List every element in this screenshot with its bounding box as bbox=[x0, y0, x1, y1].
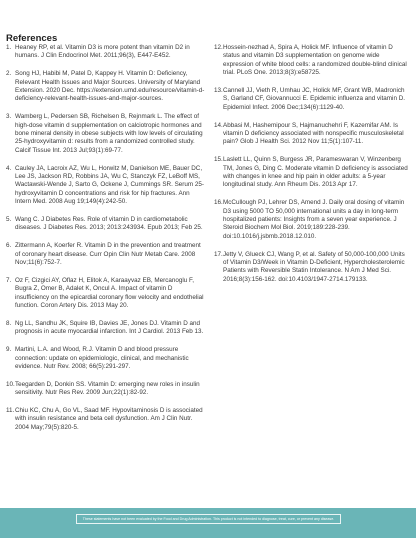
reference-number: 12. bbox=[214, 44, 223, 51]
footer-bar bbox=[0, 508, 416, 538]
reference-item bbox=[214, 251, 410, 285]
reference-number: 10. bbox=[6, 380, 15, 388]
reference-number: 5. bbox=[6, 216, 12, 224]
reference-text: Zittermann A, Koerfer R. Vitamin D in the prevention and treatment of coronary heart disease. Curr Opin Clin Nutr Metab Care. 2008 Nov;11(6):752-7. bbox=[15, 242, 201, 267]
reference-number: 15. bbox=[214, 156, 223, 164]
reference-number: 2. bbox=[6, 70, 12, 78]
reference-item bbox=[6, 44, 206, 61]
reference-number: 3. bbox=[6, 113, 12, 121]
reference-number: 4. bbox=[6, 164, 12, 172]
reference-item bbox=[6, 277, 206, 311]
reference-text: Chiu KC, Chu A, Go VL, Saad MF. Hypovitaminosis D is associated with insulin resistance and beta cell dysfunction. Am J Clin Nutr. 2004 May;79(5):820-5. bbox=[15, 406, 203, 431]
references-column-left bbox=[6, 44, 206, 442]
reference-text: Song HJ, Habibi M, Patel D, Kappey H. Vitamin D: Deficiency, Relevant Health Issues and Major Sources. University of Maryland Extension. 2020 Dec. https://extension.umd.edu/resource/vitamin-d-deficiency-relevant-health-issues-and-major-sources. bbox=[15, 70, 205, 103]
reference-text: Teegarden D, Donkin SS. Vitamin D: emerging new roles in insulin sensitivity. Nutr Res Rev. 2009 Jun;22(1):82-92. bbox=[15, 380, 200, 397]
reference-text: Wamberg L, Pedersen SB, Richelsen B, Rejnmark L. The effect of high-dose vitamin d supplementation on calciotropic hormones and bone mineral density in obese subjects with low levels of circulating 25-hydroxyvitamin d: results from a randomized controlled study. Calcif Tissue Int. 2013 Jul;93(1):69-77. bbox=[15, 113, 203, 154]
reference-item bbox=[6, 381, 206, 398]
reference-item bbox=[214, 199, 410, 241]
reference-number: 6. bbox=[6, 242, 12, 250]
reference-text: Cauley JA, Lacroix AZ, Wu L, Horwitz M, Danielson ME, Bauer DC, Lee JS, Jackson RD, Robbins JA, Wu C, Stanczyk FZ, LeBoff MS, Wactawski-Wende J, Sarto G, Ockene J, Cummings SR. Serum 25-hydroxyvitamin D concentrations and risk for hip fractures. Ann Intern Med. 2008 Aug 19;149(4):242-50. bbox=[15, 164, 204, 206]
references-heading: References bbox=[6, 33, 58, 44]
reference-number: 7. bbox=[6, 276, 12, 284]
reference-item bbox=[6, 242, 206, 267]
reference-item bbox=[214, 44, 410, 78]
reference-text: Hossein-nezhad A, Spira A, Holick MF. Influence of vitamin D status and vitamin D3 supplementation on genome wide expression of white blood cells: a randomized double-blind clinical trial. PLoS One. 2013;8(3):e58725. bbox=[223, 44, 407, 77]
reference-text: Cannell JJ, Vieth R, Umhau JC, Holick MF, Grant WB, Madronich S, Garland CF, Giovannucci E. Epidemic influenza and vitamin D. Epidemiol Infect. 2006 Dec;134(6):1129-40. bbox=[223, 87, 405, 111]
reference-number: 13. bbox=[214, 87, 223, 95]
reference-number: 1. bbox=[6, 44, 12, 51]
reference-number: 11. bbox=[6, 406, 15, 414]
reference-text: Martini, L.A. and Wood, R.J. Vitamin D and blood pressure connection: update on epidemiologic, clinical, and mechanistic evidence. Nutr Rev. 2008; 66(5):291-297. bbox=[15, 346, 189, 370]
reference-number: 14. bbox=[214, 121, 223, 129]
reference-item bbox=[6, 407, 206, 432]
reference-text: Laslett LL, Quinn S, Burgess JR, Parameswaran V, Winzenberg TM, Jones G, Ding C. Moderate vitamin D deficiency is associated with changes in knee and hip pain in older adults: a 5-year longitudinal study. Ann Rheum Dis. 2013 Apr 17. bbox=[223, 156, 408, 189]
reference-item bbox=[214, 122, 410, 147]
reference-text: Ng LL, Sandhu JK, Squire IB, Davies JE, Jones DJ. Vitamin D and prognosis in acute myocardial infarction. Int J Cardiol. 2013 Feb 13. bbox=[15, 319, 204, 336]
reference-item bbox=[6, 165, 206, 207]
reference-item bbox=[6, 346, 206, 371]
reference-item bbox=[214, 156, 410, 190]
reference-text: Abbasi M, Hashemipour S, Hajmanuchehri F, Kazemifar AM. Is vitamin D deficiency associated with nonspecific musculoskeletal pain? Glob J Health Sci. 2012 Nov 11;5(1):107-11. bbox=[223, 121, 404, 146]
reference-item bbox=[6, 216, 206, 233]
reference-text: Jetty V, Glueck CJ, Wang P, et al. Safety of 50,000-100,000 Units of Vitamin D3/Week in Vitamin D-Deficient, Hypercholesterolemic Patients with Reversible Statin Intolerance. N Am J Med Sci. 2016;8(3):156-162. doi:10.4103/1947-2714.179133. bbox=[223, 250, 405, 283]
fda-disclaimer: These statements have not been evaluated by the Food and Drug Administration. This product is not intended to diagnose, treat, cure, or prevent any disease. bbox=[76, 514, 341, 524]
reference-item bbox=[6, 70, 206, 104]
reference-item bbox=[214, 87, 410, 112]
reference-text: Heaney RP, et al. Vitamin D3 is more potent than vitamin D2 in humans. J Clin Endocrinol Met. 2011;96(3), E447-E452. bbox=[15, 44, 190, 60]
references-column-right bbox=[214, 44, 410, 294]
reference-text: Wang C. J Diabetes Res. Role of vitamin D in cardiometabolic diseases. J Diabetes Res. 2013; 2013:243934. Epub 2013; Feb 25. bbox=[15, 216, 203, 232]
reference-number: 8. bbox=[6, 319, 12, 327]
reference-number: 17. bbox=[214, 250, 223, 258]
reference-item bbox=[6, 113, 206, 155]
reference-number: 9. bbox=[6, 346, 12, 354]
reference-text: McCullough PJ, Lehrer DS, Amend J. Daily oral dosing of vitamin D3 using 5000 TO 50,000 international units a day in long-term hospitalized patients: Insights from a seven year experience. J Steroid Biochem Mol Biol. 2019;189:228-239. doi:10.1016/j.jsbmb.2018.12.010. bbox=[223, 199, 405, 240]
reference-item bbox=[6, 320, 206, 337]
reference-text: Oz F, Cizgici AY, Oflaz H, Elitok A, Karaayvaz EB, Mercanoglu F, Bugra Z, Omer B, Adalet K, Oncul A. Impact of vitamin D insufficiency on the epicardial coronary flow velocity and endothelial function. Coron Artery Dis. 2013 May 20. bbox=[15, 276, 204, 310]
reference-number: 16. bbox=[214, 199, 223, 207]
